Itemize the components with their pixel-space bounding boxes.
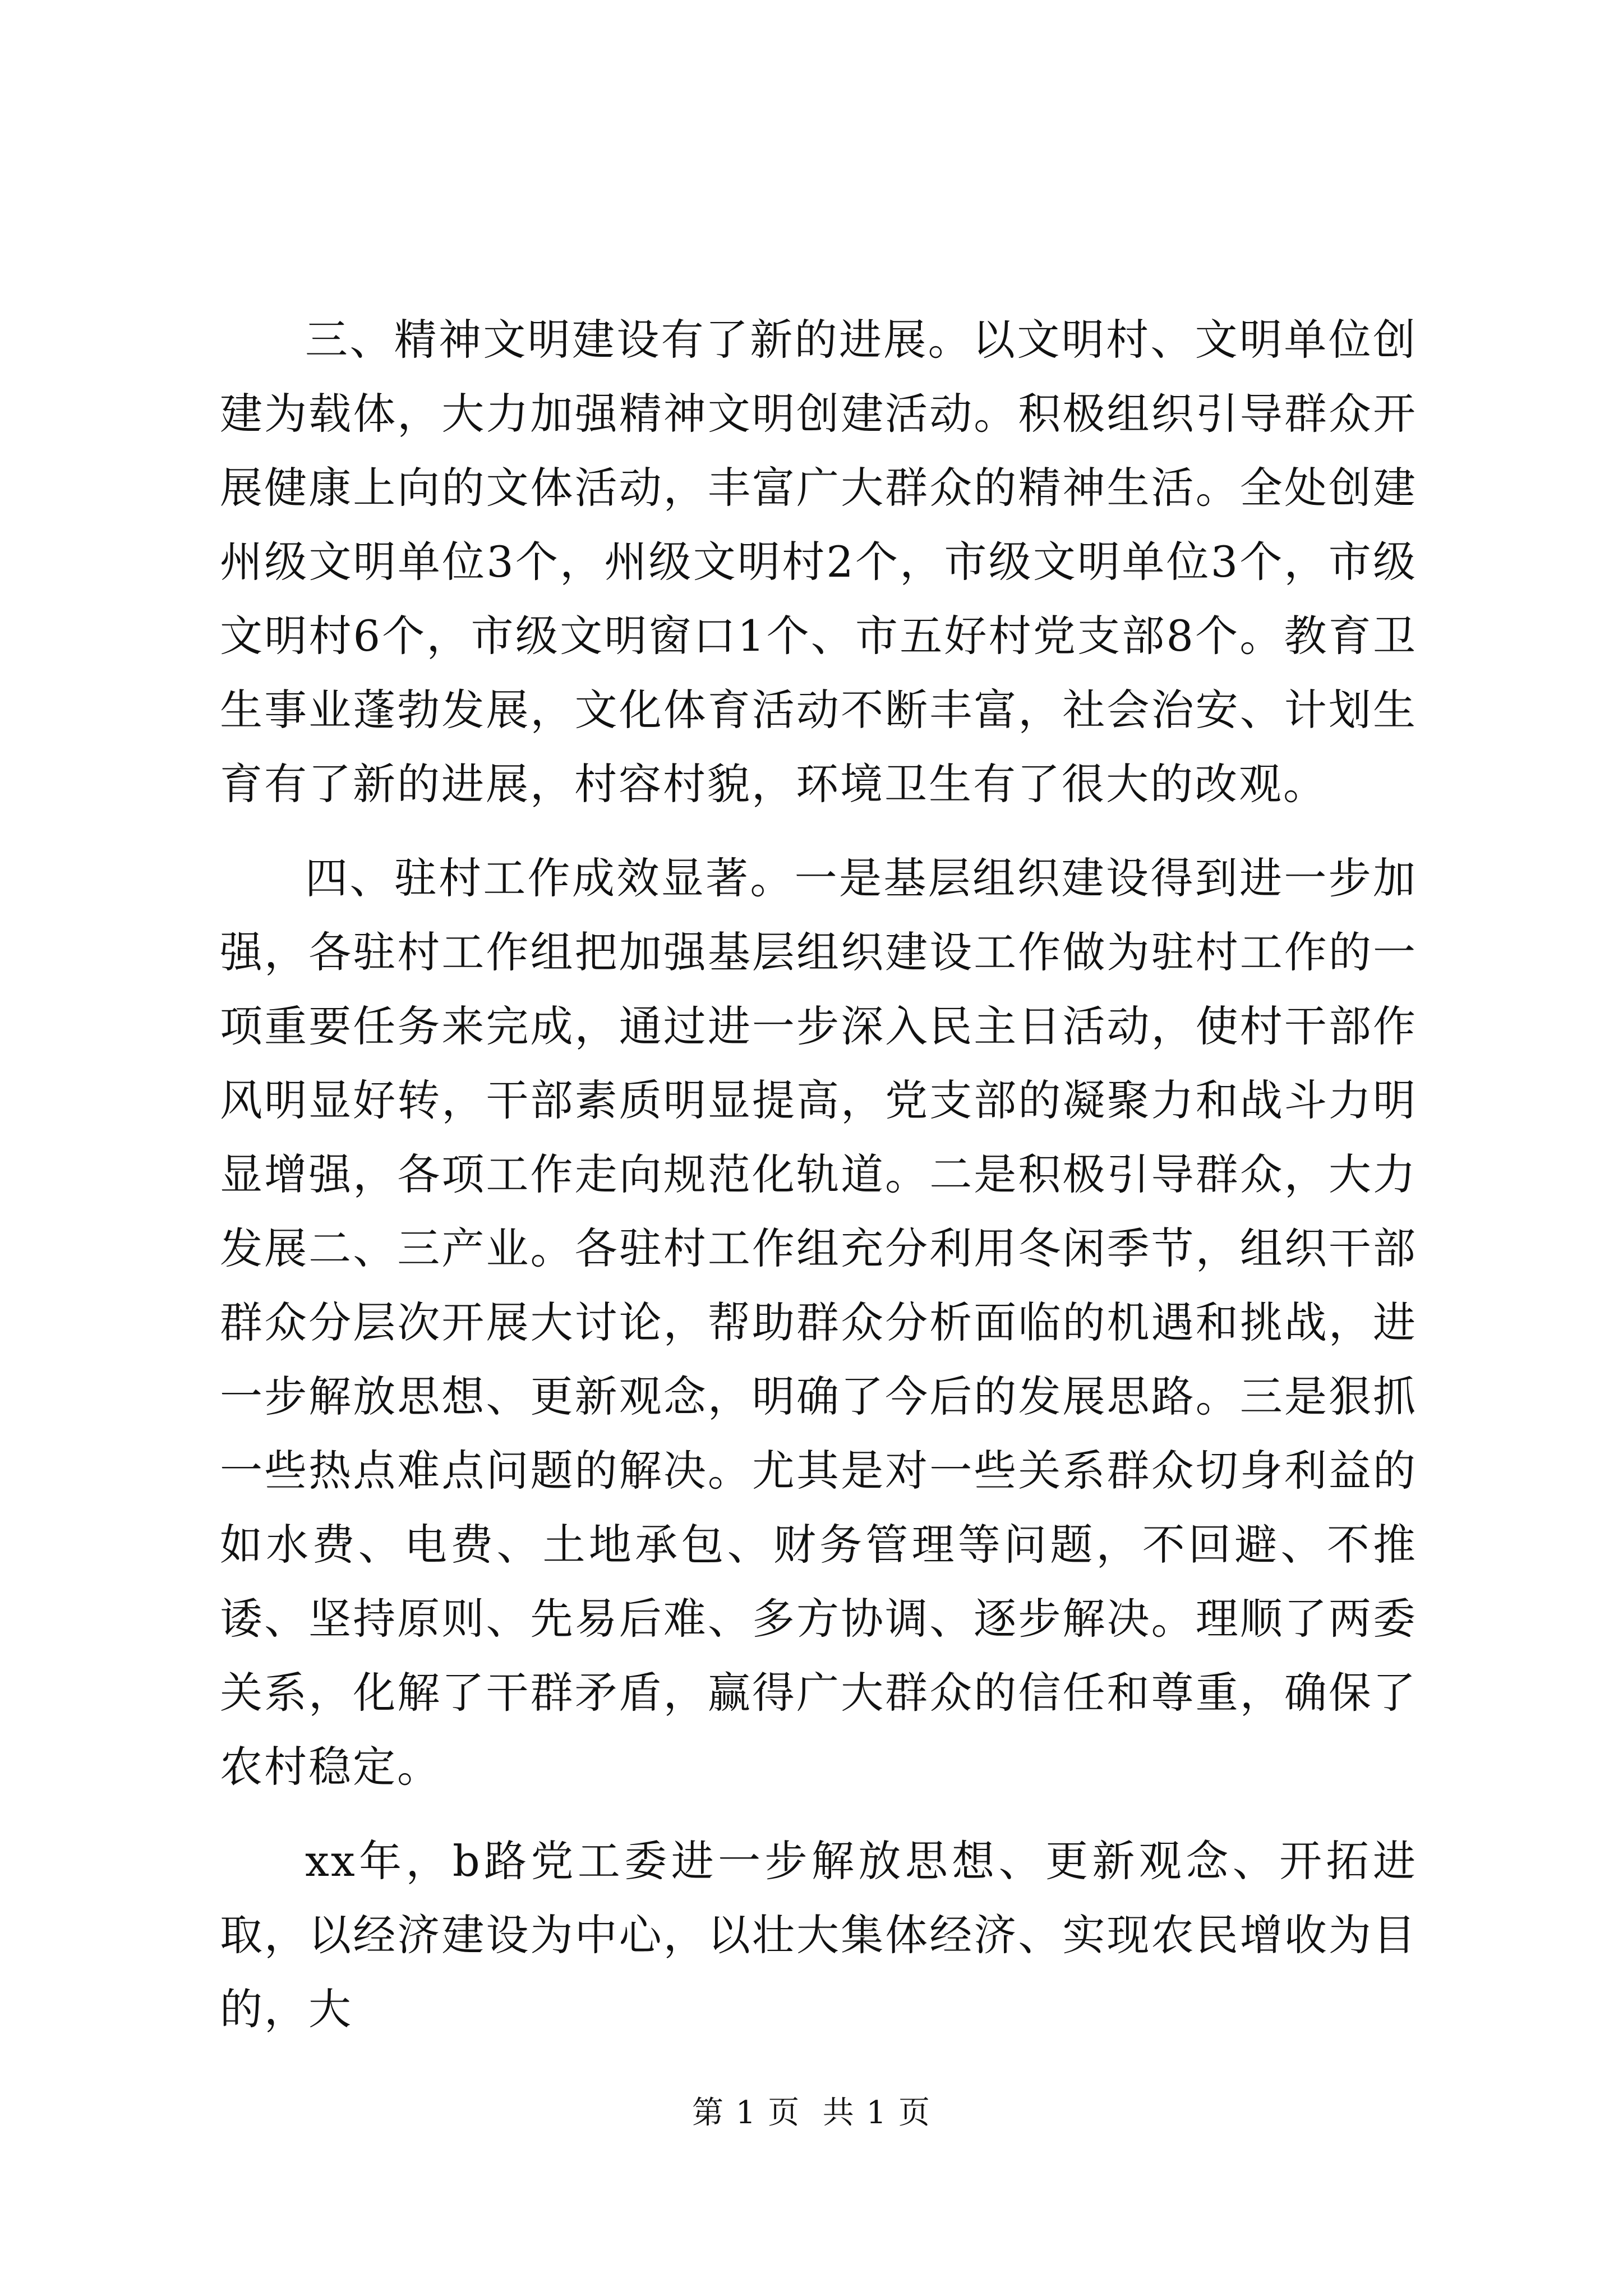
paragraph-spiritual-civilization: 三、精神文明建设有了新的进展。以文明村、文明单位创建为载体，大力加强精神文明创建活动。积极组织引导群众开展健康上向的文体活动，丰富广大群众的精神生活。全处创建州级文明单位3个，州级文明村2个，市级文明单位3个，市级文明村6个，市级文明窗口1个、市五好村党支部8个。教育卫生事业蓬勃发展，文化体育活动不断丰富，社会治安、计划生育有了新的进展，村容村貌，环境卫生有了很大的改观。 [220,315,1417,809]
page-footer [0,2093,1623,2133]
body-text [220,303,1417,2067]
paragraph-annual-summary: xx年，b路党工委进一步解放思想、更新观念、开拓进取，以经济建设为中心，以壮大集体经济、实现农民增收为目的，大 [220,1836,1417,2034]
paragraph-village-work: 四、驻村工作成效显著。一是基层组织建设得到进一步加强，各驻村工作组把加强基层组织建设工作做为驻村工作的一项重要任务来完成，通过进一步深入民主日活动，使村干部作风明显好转，干部素质明显提高，党支部的凝聚力和战斗力明显增强，各项工作走向规范化轨道。二是积极引导群众，大力发展二、三产业。各驻村工作组充分利用冬闲季节，组织干部群众分层次开展大讨论，帮助群众分析面临的机遇和挑战，进一步解放思想、更新观念，明确了今后的发展思路。三是狠抓一些热点难点问题的解决。尤其是对一些关系群众切身利益的如水费、电费、土地承包、财务管理等问题，不回避、不推诿、坚持原则、先易后难、多方协调、逐步解决。理顺了两委关系，化解了干群矛盾，赢得广大群众的信任和尊重，确保了农村稳定。 [220,853,1417,1792]
page-number-label: 第 1 页 共 1 页 [691,2095,932,2131]
